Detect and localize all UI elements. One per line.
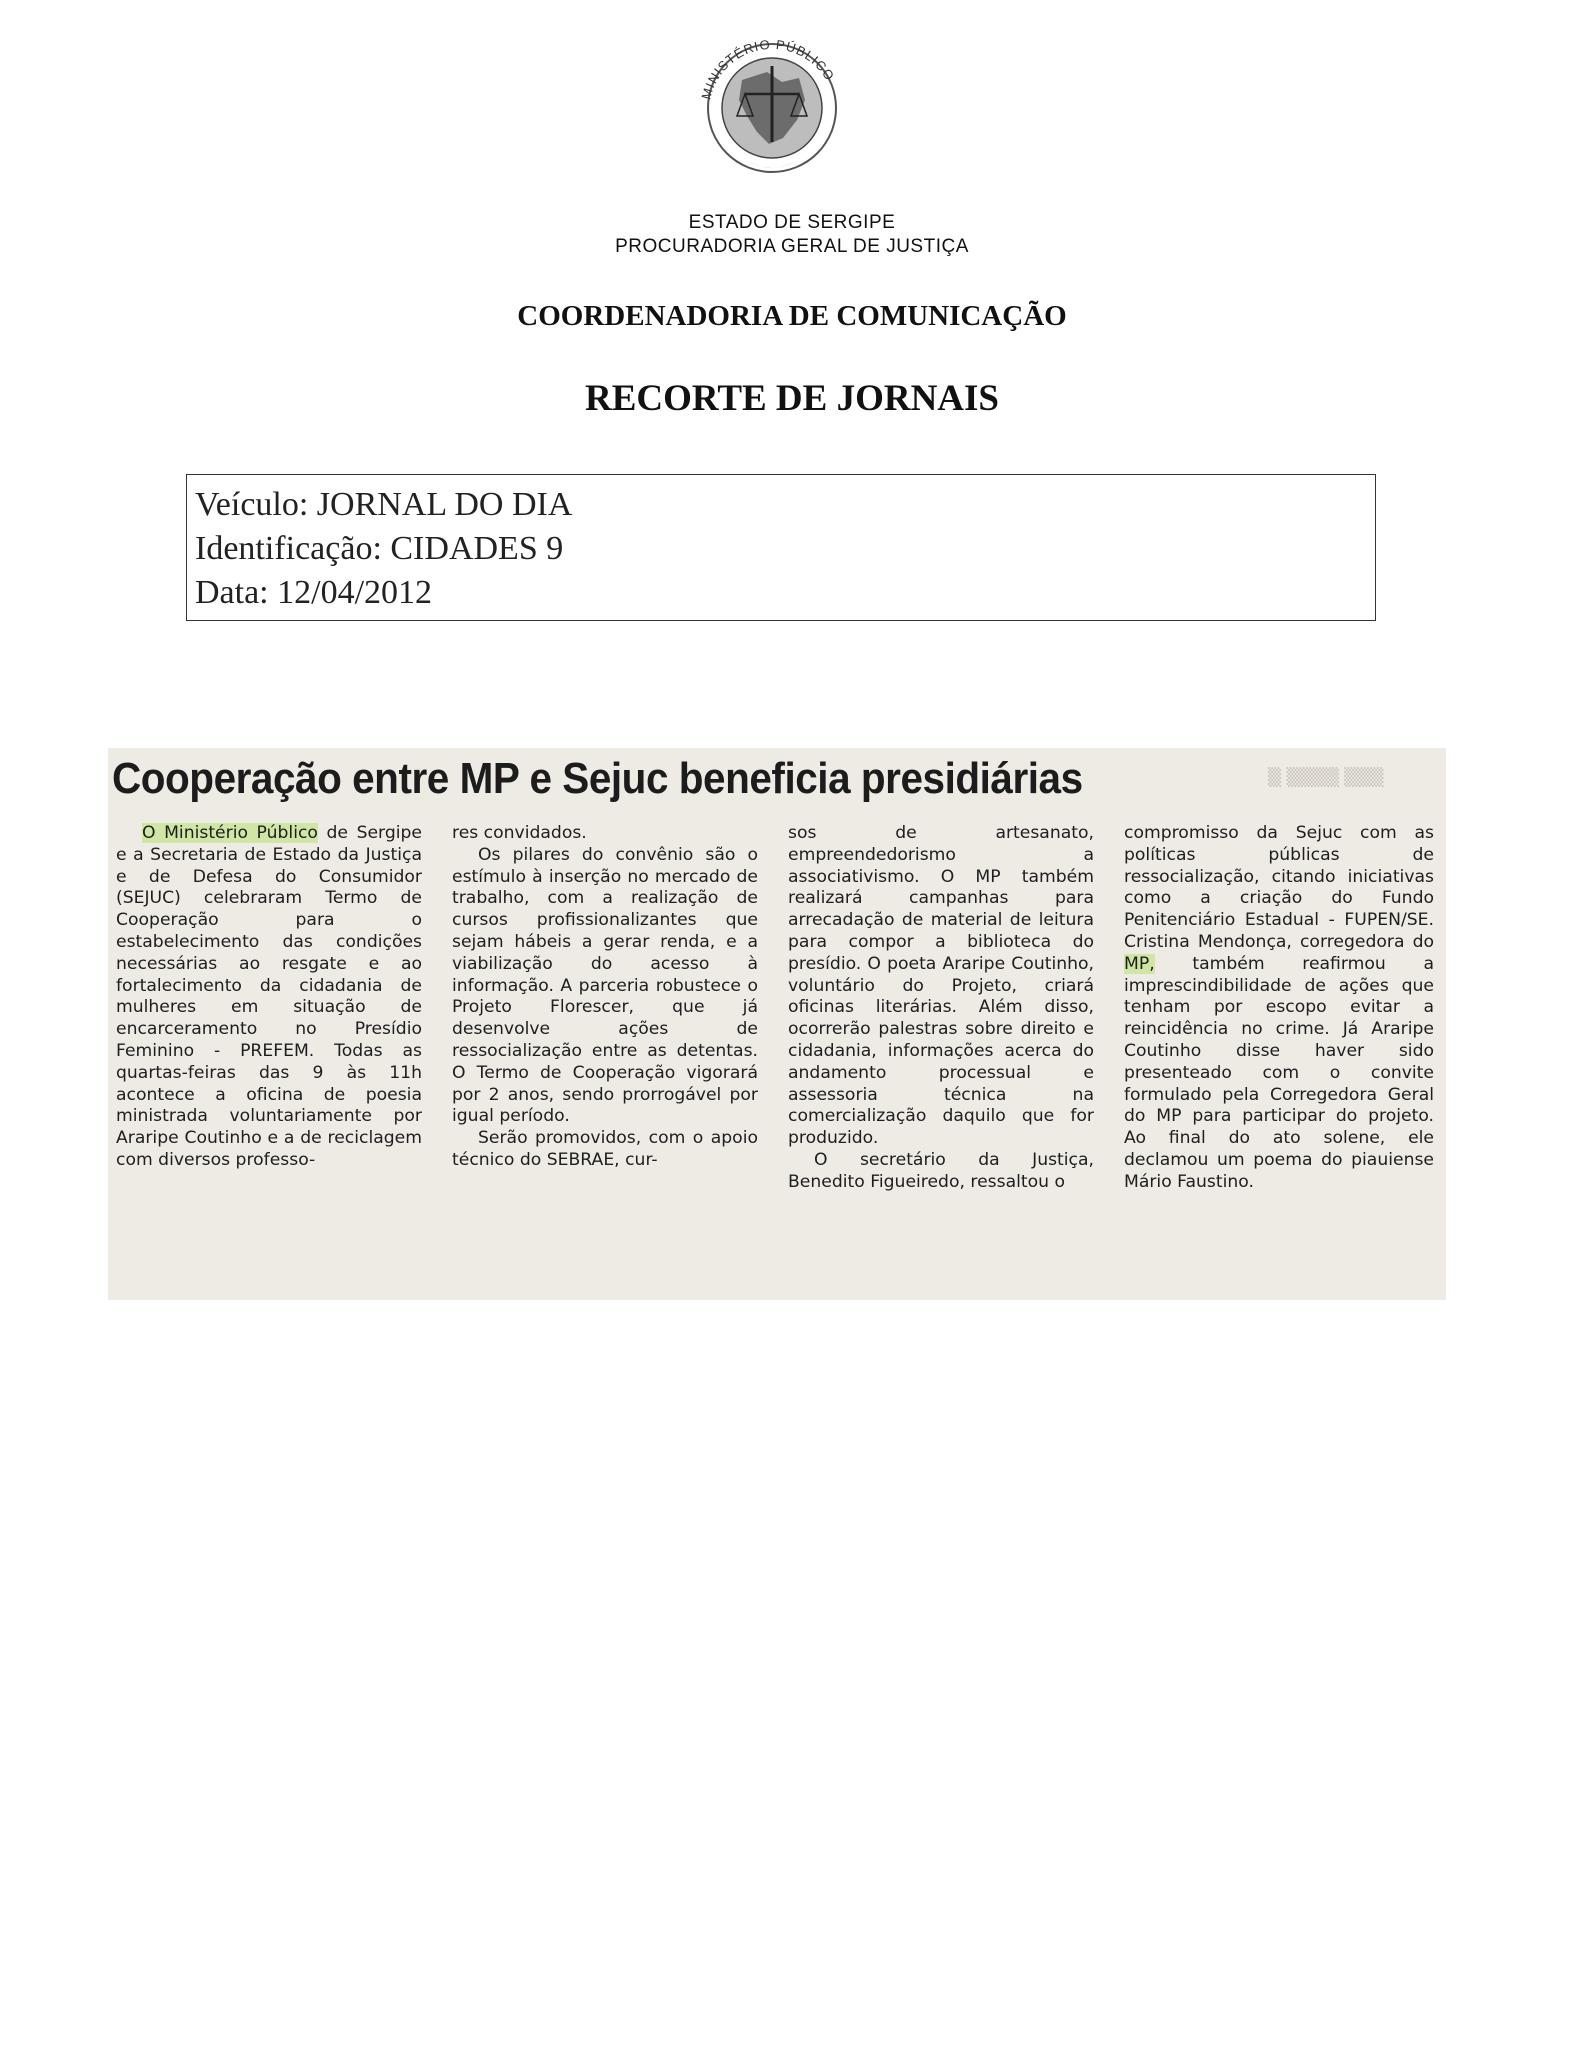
paragraph-text: também reafirmou a imprescindibilidade de ações que tenham por escopo evitar a reincidência no crime. Já Araripe Coutinho disse haver sido presenteado com o convite formulado pela Corregedora Geral do MP para participar do projeto. Ao final do ato solene, ele declamou um poema do piauiense Mário Faustino. [1124,953,1434,1192]
identification-line: Identificação: CIDADES 9 [195,530,564,567]
vehicle-line: Veículo: JORNAL DO DIA [195,486,573,523]
seal-text: MINISTÉRIO PÚBLICO [698,36,838,102]
article-column-3 [788,823,1094,1194]
paragraph: sos de artesanato, empreendedorismo a associativismo. O MP também realizará campanhas para arrecadação de material de leitura para compor a biblioteca do presídio. O poeta Araripe Coutinho, voluntário do Projeto, criará oficinas literárias. Além disso, ocorrerão palestras sobre direito e cidadania, informações acerca do andamento processual e assessoria técnica na comercialização daquilo que for produzido. [788,823,1094,1149]
state-name: ESTADO DE SERGIPE [688,212,896,233]
paragraph [116,823,422,1172]
clipping-info-box [186,474,1376,621]
paragraph: res convidados. [452,823,587,843]
clipping-headline: Cooperação entre MP e Sejuc beneficia presidiárias [112,754,1083,803]
highlighted-text: O Ministério Público [142,823,318,843]
article-column-4 [1124,823,1434,1194]
office-name: PROCURADORIA GERAL DE JUSTIÇA [615,236,969,257]
paragraph: O secretário da Justiça, Benedito Figueiredo, ressaltou o [788,1149,1094,1192]
paragraph [1124,823,1434,1194]
section-title: RECORTE DE JORNAIS [585,378,999,419]
highlighted-text: MP, [1124,953,1155,974]
ministerio-publico-seal [687,20,857,190]
department-title: COORDENADORIA DE COMUNICAÇÃO [517,300,1067,332]
newspaper-clipping [108,748,1446,1300]
article-column-1 [116,823,422,1172]
paragraph: Os pilares do convênio são o estímulo à inserção no mercado de trabalho, com a realização de cursos profissionalizantes que sejam hábeis a gerar renda, e a viabilização do acesso à informação. A parceria robustece o Projeto Florescer, que já desenvolve ações de ressocialização entre as detentas. O Termo de Cooperação vigorará por 2 anos, sendo prorrogável por igual período. [452,844,758,1127]
date-line: Data: 12/04/2012 [195,574,433,611]
bleed-through-text: ▒ ▒▒▒▒ ▒▒▒ [1268,768,1384,788]
paragraph-text: compromisso da Sejuc com as políticas públicas de ressocialização, citando iniciativas como a criação do Fundo Penitenciário Estadual - FUPEN/SE. Cristina Mendonça, corregedora do [1124,823,1434,952]
paragraph: Serão promovidos, com o apoio técnico do SEBRAE, cur- [452,1128,758,1170]
paragraph-text: de Sergipe e a Secretaria de Estado da Justiça e de Defesa do Consumidor (SEJUC) celebraram Termo de Cooperação para o estabelecimento das condições necessárias ao resgate e ao fortalecimento da cidadania de mulheres em situação de encarceramento no Presídio Feminino - PREFEM. Todas as quartas-feiras das 9 às 11h acontece a oficina de poesia ministrada voluntariamente por Araripe Coutinho e a de reciclagem com diversos professo- [116,823,422,1170]
article-column-2 [452,823,758,1172]
